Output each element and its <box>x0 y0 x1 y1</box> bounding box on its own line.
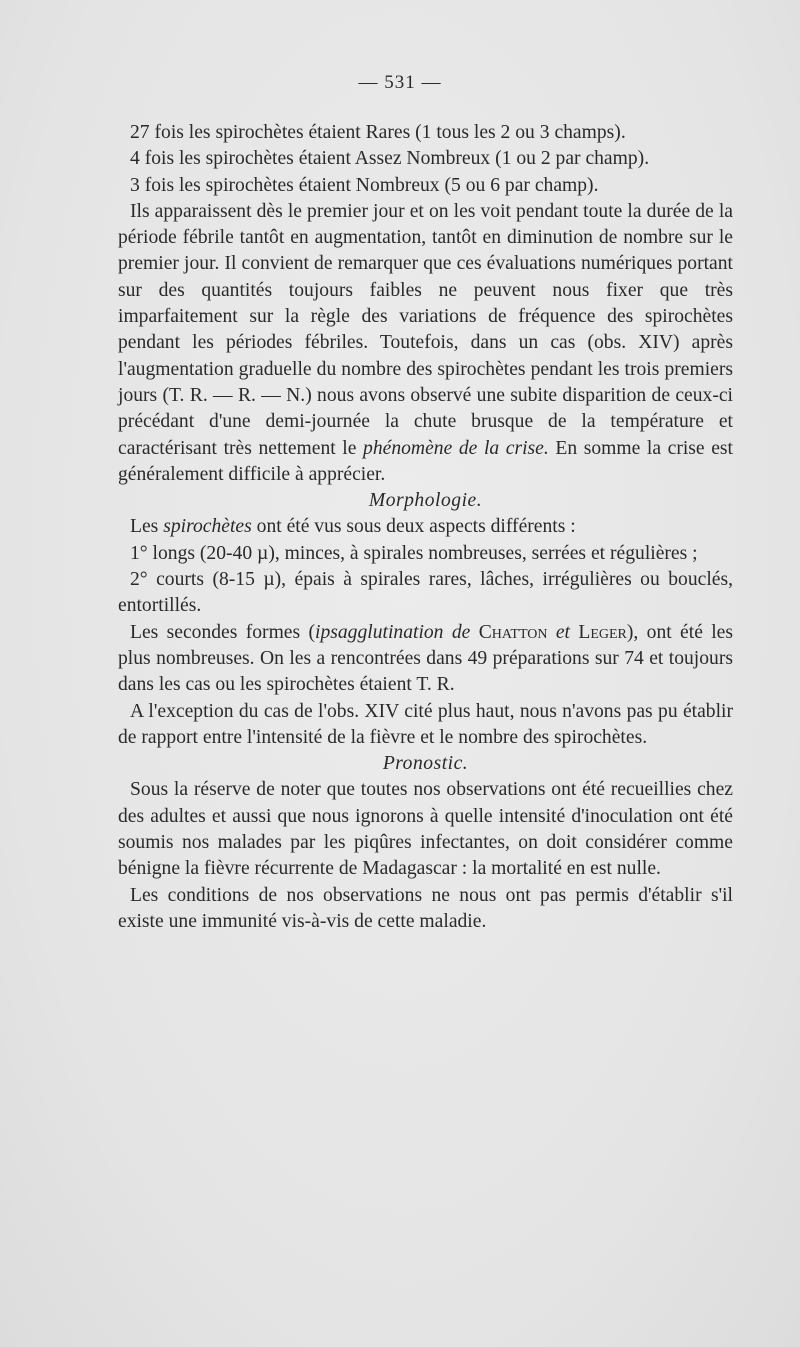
paragraph: A l'exception du cas de l'obs. XIV cité plus haut, nous n'avons pas pu établir de rapport entre l'intensité de la fièvre et le nombre des spirochètes. <box>118 700 733 748</box>
paragraph: 3 fois les spirochètes étaient Nombreux (5 ou 6 par champ). <box>130 174 599 196</box>
document-body <box>118 120 733 935</box>
paragraph-text: ), ont été les plus nombreuses. On les a rencontrées dans 49 préparations sur 74 et toujours dans les cas ou les spirochètes étaient T. R. <box>118 621 734 696</box>
paragraph: Sous la réserve de noter que toutes nos observations ont été recueillies chez des adultes et aussi que nous ignorons à quelle intensité d'inoculation ont été soumis nos malades par les piqûres infectantes, on doit considérer comme bénigne la fièvre récurrente de Madagascar : la mortalité en est nulle. <box>118 779 733 880</box>
paragraph-text: Ils apparaissent dès le premier jour et on les voit pendant toute la durée de la période fébrile tantôt en augmentation, tantôt en diminution de nombre sur le premier jour. Il convient de remarquer que ces évaluations numériques portant sur des quantités toujours faibles ne peuvent nous fixer que très imparfaitement sur la règle des variations de fréquence des spirochètes pendant les périodes fébriles. Toutefois, dans un cas (obs. XIV) après l'augmentation graduelle du nombre des spirochètes pendant les trois premiers jours (T. R. — R. — N.) nous avons observé une subite disparition de ceux-ci précédant d'une demi-journée la chute brusque de la température et caractérisant très nettement le <box>118 200 733 459</box>
paragraph: Les conditions de nos observations ne nous ont pas permis d'établir s'il existe une immunité vis-à-vis de cette maladie. <box>118 884 733 932</box>
paragraph: 27 fois les spirochètes étaient Rares (1 tous les 2 ou 3 champs). <box>130 122 626 143</box>
author-name: Chatton <box>478 621 548 643</box>
emphasis-text: spirochètes <box>163 516 252 538</box>
paragraph: 2° courts (8-15 µ), épais à spirales rares, lâches, irrégulières ou bouclés, entortillés. <box>118 569 733 617</box>
section-heading-morphologie: Morphologie. <box>368 490 483 512</box>
emphasis-text: phénomène de la crise. <box>363 437 549 459</box>
paragraph-text: En somme la crise est généralement difficile à apprécier. <box>118 437 733 485</box>
paragraph-text: Les secondes formes ( <box>130 621 316 643</box>
paragraph <box>118 514 733 540</box>
paragraph: 4 fois les spirochètes étaient Assez Nombreux (1 ou 2 par champ). <box>130 148 650 170</box>
section-heading-pronostic: Pronostic. <box>382 753 469 775</box>
paragraph <box>118 620 733 699</box>
author-name: Leger <box>578 621 627 643</box>
page-number: — 531 — <box>358 72 442 93</box>
emphasis-text: et <box>555 621 570 643</box>
paragraph-text: Les <box>130 516 159 538</box>
paragraph <box>118 199 733 488</box>
paragraph: 1° longs (20-40 µ), minces, à spirales nombreuses, serrées et régulières ; <box>130 542 698 564</box>
paragraph-text: ont été vus sous deux aspects différents : <box>256 516 576 538</box>
emphasis-text: ipsagglutination de <box>315 621 471 643</box>
